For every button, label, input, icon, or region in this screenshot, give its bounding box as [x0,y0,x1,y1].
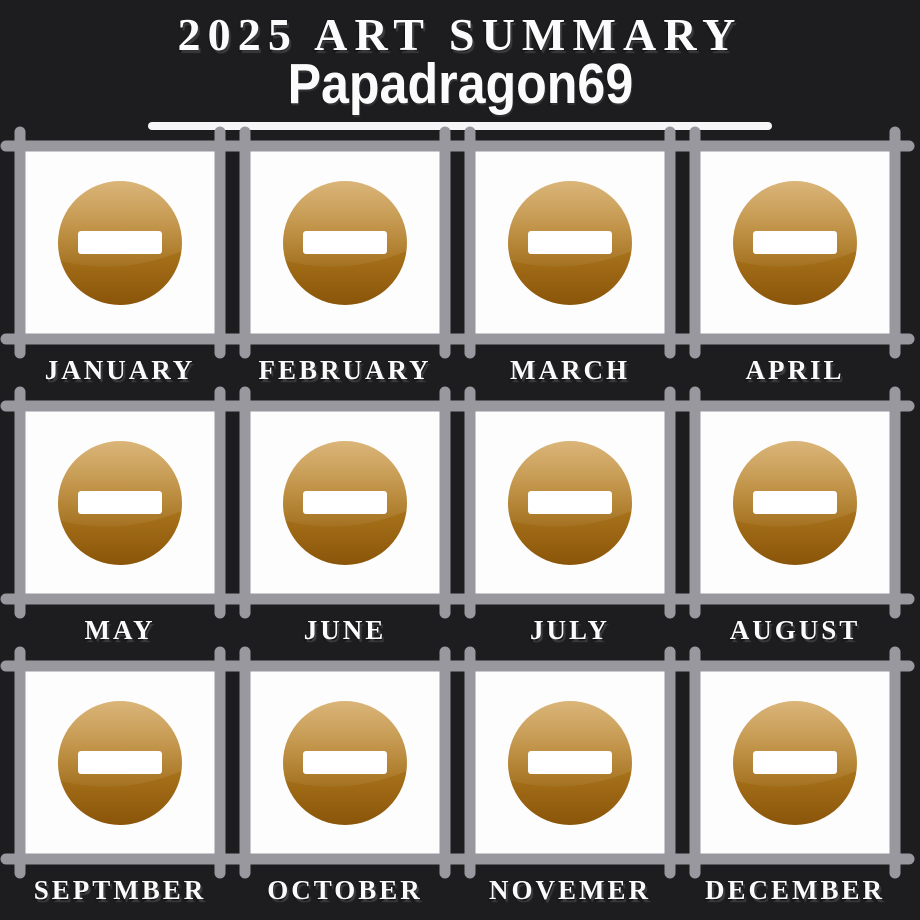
month-label: MARCH [510,355,630,385]
no-entry-icon [56,699,184,827]
month-cell-november [464,660,676,909]
month-label: JUNE [303,615,387,645]
month-cell-august [689,400,901,649]
month-label: APRIL [745,355,845,385]
no-entry-icon [281,439,409,567]
art-frame [239,660,451,865]
month-cell-january [14,140,226,389]
page-title: 2025 ART SUMMARY [177,9,743,60]
month-label: JULY [529,615,611,645]
month-label: AUGUST [729,615,861,645]
month-cell-february [239,140,451,389]
art-frame [689,400,901,605]
month-cell-march [464,140,676,389]
no-entry-icon [506,699,634,827]
username-row [0,52,920,116]
month-label: MAY [84,615,156,645]
art-frame [239,400,451,605]
art-frame [14,660,226,865]
month-cell-december [689,660,901,909]
art-frame [14,400,226,605]
month-label: DECEMBER [704,875,885,905]
month-label: OCTOBER [267,875,423,905]
no-entry-icon [731,699,859,827]
month-cell-may [14,400,226,649]
no-entry-icon [281,699,409,827]
no-entry-icon [506,439,634,567]
month-cell-september [14,660,226,909]
no-entry-icon [56,179,184,307]
art-frame [464,660,676,865]
month-label: NOVEMER [489,875,651,905]
month-label: FEBRUARY [258,355,432,385]
month-cell-april [689,140,901,389]
art-frame [239,140,451,345]
month-cell-july [464,400,676,649]
art-frame [464,140,676,345]
no-entry-icon [56,439,184,567]
month-cell-october [239,660,451,909]
art-frame [689,140,901,345]
art-frame [689,660,901,865]
no-entry-icon [506,179,634,307]
month-label: SEPTMBER [33,875,207,905]
month-grid [0,140,920,909]
username-text: Papadragon69 [287,52,633,116]
no-entry-icon [731,439,859,567]
no-entry-icon [731,179,859,307]
month-label: JANUARY [44,355,196,385]
no-entry-icon [281,179,409,307]
header [0,0,920,140]
month-cell-june [239,400,451,649]
art-frame [464,400,676,605]
art-frame [14,140,226,345]
